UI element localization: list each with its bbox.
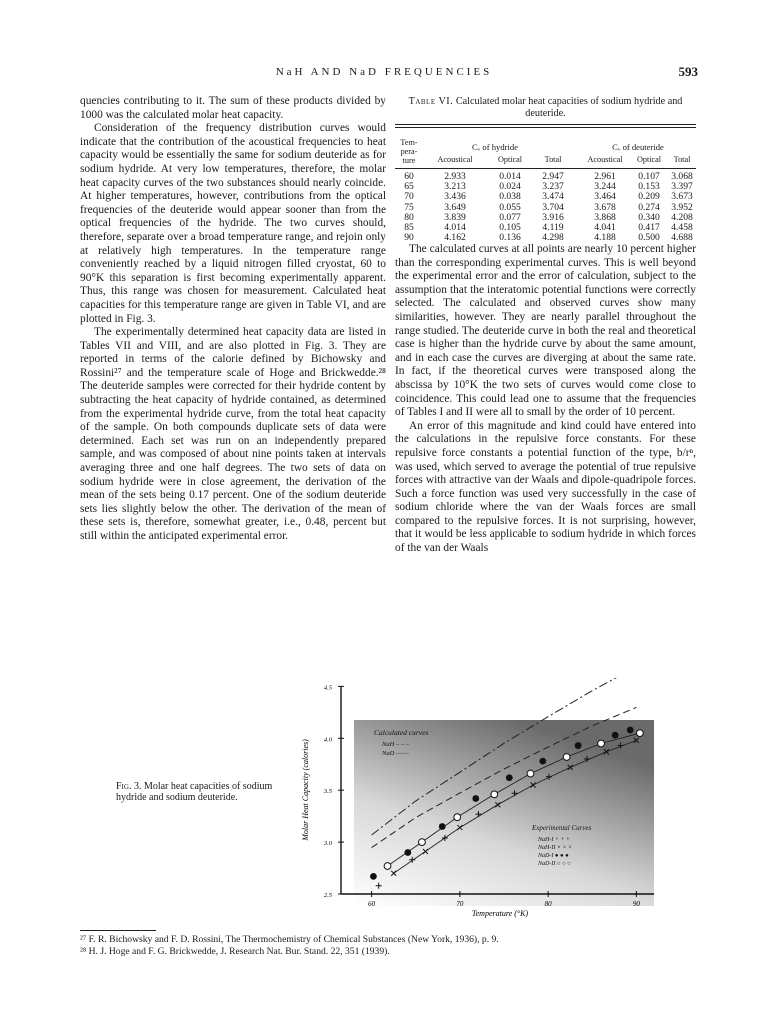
table-cell: 0.500 bbox=[638, 232, 660, 244]
table-cell: 3.397 bbox=[671, 181, 693, 193]
table-cell: 3.678 bbox=[594, 201, 616, 213]
table-cell: 4.298 bbox=[542, 232, 564, 244]
data-point-nad-i bbox=[439, 823, 446, 830]
y-axis-label: Molar Heat Capacity (calories) bbox=[301, 739, 310, 841]
table-row bbox=[395, 171, 696, 181]
legend-calc-nah: NaH – – – bbox=[382, 741, 409, 748]
data-point-nad-i bbox=[575, 742, 582, 749]
table-cell: 4.014 bbox=[444, 221, 466, 233]
table-label: Table VI. bbox=[408, 96, 454, 107]
table-header bbox=[395, 138, 696, 168]
table-cell: 85 bbox=[404, 221, 414, 233]
data-point-nad-ii bbox=[419, 839, 426, 846]
table-cell: 3.068 bbox=[671, 171, 693, 182]
x-tick-label: 90 bbox=[632, 900, 640, 908]
y-tick-label: 4.0 bbox=[323, 736, 332, 744]
col-header: Total bbox=[673, 155, 691, 164]
paragraph: The experimentally determined heat capacity data are listed in Tables VII and VIII, and are also plotted in Fig. 3. They are reported in terms of the calorie defined by Bichowsky and Rossini²⁷ and the temperature scale of Hoge and Brickwedde.²⁸ The deuteride samples were corrected for their hydride content by subtracting the heat capacity of hydride contained, as determined from the experimental hydride curve, from the total heat capacity of the sample. On both compounds duplicate sets of data were determined. Each set was run on an independently prepared sample, and was composed of about nine points taken at intervals averaging three and one half degrees. The two sets of data on sodium hydride were in close agreement, the derivation of the mean of the sets being 0.17 percent. One of the sodium deuteride sets lies slightly below the other. The derivation of the mean of these sets is, therefore, somewhat greater, i.e., 0.48, percent but still within the anticipated experimental error. bbox=[80, 326, 386, 542]
legend-exp-title: Experimental Curves bbox=[532, 824, 592, 832]
table-cell: 0.077 bbox=[499, 211, 521, 223]
table-cell: 0.055 bbox=[499, 201, 521, 213]
table-cell: 75 bbox=[404, 201, 414, 213]
left-column bbox=[80, 95, 386, 544]
data-point-nad-ii bbox=[491, 791, 498, 798]
footnote-27: ²⁷ F. R. Bichowsky and F. D. Rossini, The Thermochemistry of Chemical Substances (New York, 1936), p. 9. bbox=[80, 934, 499, 945]
table-cell: 3.436 bbox=[444, 191, 466, 203]
table-cell: 3.464 bbox=[594, 191, 616, 203]
data-point-nad-i bbox=[506, 774, 513, 781]
data-point-nad-ii bbox=[598, 740, 605, 747]
data-point-nad-ii bbox=[384, 863, 391, 870]
x-tick-label: 60 bbox=[368, 900, 376, 908]
data-point-nad-i bbox=[472, 795, 479, 802]
footnote-rule bbox=[80, 930, 156, 931]
table-cell: 60 bbox=[404, 171, 414, 182]
legend-exp-item: NaD-II ○ ○ ○ bbox=[538, 861, 571, 867]
table-cell: 70 bbox=[404, 191, 414, 203]
table-top-rule bbox=[395, 124, 696, 128]
y-tick-label: 4.5 bbox=[323, 684, 332, 692]
table-cell: 0.274 bbox=[638, 201, 660, 213]
data-point-nad-i bbox=[627, 727, 634, 734]
data-point-nad-i bbox=[404, 849, 411, 856]
right-column bbox=[395, 243, 696, 556]
footnote-28: ²⁸ H. J. Hoge and F. G. Brickwedde, J. Research Nat. Bur. Stand. 22, 351 (1939). bbox=[80, 945, 390, 957]
footnotes bbox=[80, 930, 700, 957]
table-cell: 0.136 bbox=[499, 232, 521, 244]
y-tick-label: 2.5 bbox=[323, 892, 332, 899]
table-cell: 90 bbox=[404, 232, 414, 244]
table-cell: 3.237 bbox=[542, 181, 564, 193]
data-point-nad-i bbox=[612, 732, 619, 739]
table-cell: 0.107 bbox=[638, 171, 660, 182]
legend-exp-item: NaH-I + + + bbox=[538, 837, 570, 843]
table-cell: 0.014 bbox=[499, 171, 521, 182]
figure-caption bbox=[116, 781, 294, 804]
table-cell: 65 bbox=[404, 181, 414, 193]
table-cell: 4.162 bbox=[444, 232, 466, 244]
table-cell: 3.213 bbox=[444, 181, 466, 193]
table-cell: 3.916 bbox=[542, 211, 564, 223]
table-cell: 3.952 bbox=[671, 201, 693, 213]
col-header: Total bbox=[544, 155, 562, 164]
data-point-nad-ii bbox=[454, 814, 461, 821]
x-axis-label: Temperature (°K) bbox=[471, 909, 529, 918]
table-cell: 4.208 bbox=[671, 211, 693, 223]
x-tick-label: 70 bbox=[456, 900, 464, 908]
table-caption-text: Calculated molar heat capacities of sodium hydride and deuteride. bbox=[455, 96, 683, 119]
table-cell: 4.188 bbox=[594, 232, 616, 244]
table-cell: 0.340 bbox=[638, 211, 660, 223]
table-cell: 4.119 bbox=[542, 221, 564, 233]
legend-exp-item: NaD-I ● ● ● bbox=[538, 853, 569, 859]
page-number: 593 bbox=[678, 64, 698, 79]
table-cell: 3.839 bbox=[444, 211, 466, 223]
y-tick-label: 3.5 bbox=[323, 788, 332, 796]
table-cell: 0.024 bbox=[499, 181, 521, 193]
table-cell: 3.474 bbox=[542, 191, 564, 203]
deuteride-group-header: Cᵥ of deuteride bbox=[612, 142, 664, 152]
table-row bbox=[395, 202, 696, 212]
hydride-group-header: Cᵥ of hydride bbox=[472, 142, 518, 152]
table-vi bbox=[395, 124, 696, 242]
table-cell: 4.041 bbox=[594, 221, 616, 233]
legend-exp-item: NaH-II × × × bbox=[538, 845, 572, 851]
running-head bbox=[0, 66, 768, 82]
table-row bbox=[395, 191, 696, 201]
col-header: Optical bbox=[497, 155, 523, 164]
table-cell: 0.153 bbox=[638, 181, 660, 193]
table-body bbox=[395, 169, 696, 242]
table-cell: 3.868 bbox=[594, 211, 616, 223]
table-cell: 2.961 bbox=[594, 171, 616, 182]
table-cell: 2.933 bbox=[444, 171, 466, 182]
figure-caption-text: Molar heat capacities of sodium hydride and sodium deuteride. bbox=[116, 781, 273, 804]
table-caption bbox=[395, 96, 696, 120]
col-header: Acoustical bbox=[587, 155, 623, 164]
running-head-text: NaH AND NaD FREQUENCIES bbox=[275, 66, 493, 78]
table-cell: 0.417 bbox=[638, 221, 660, 233]
data-point-nad-i bbox=[370, 873, 377, 880]
col-header: Optical bbox=[636, 155, 662, 164]
legend-calc-title: Calculated curves bbox=[374, 728, 429, 737]
data-point-nad-i bbox=[539, 758, 546, 765]
paragraph: An error of this magnitude and kind could have entered into the calculations in the repulsive force constants. For these repulsive force constants a potential function of the type, b/rⁿ, was used, which served to average the potential of true repulsive forces with attractive van der Waals and dipole-quadripole forces. Such a force function was used very successfully in the case of sodium chloride where the van der Waals forces are small compared to the repulsive forces. It is not surprising, however, that it would be less applicable to sodium hydride in which forces of the van der Waals bbox=[395, 419, 696, 555]
table-row bbox=[395, 181, 696, 191]
table-row bbox=[395, 212, 696, 222]
table-cell: 0.038 bbox=[499, 191, 521, 203]
table-cell: 3.673 bbox=[671, 191, 693, 203]
x-tick-label: 80 bbox=[544, 900, 552, 908]
table-cell: 0.209 bbox=[638, 191, 660, 203]
figure-label: Fig. 3. bbox=[116, 781, 142, 792]
legend-calc-nad: NaD –·–·– bbox=[382, 750, 409, 757]
temp-header: Tem- pera- ture bbox=[400, 138, 418, 165]
table-cell: 4.688 bbox=[671, 232, 693, 244]
heat-capacity-chart bbox=[296, 678, 688, 926]
table-cell: 0.105 bbox=[499, 221, 521, 233]
table-cell: 4.458 bbox=[671, 221, 693, 233]
table-row bbox=[395, 222, 696, 232]
table-row bbox=[395, 232, 696, 242]
col-header: Acoustical bbox=[437, 155, 473, 164]
table-cell: 3.649 bbox=[444, 201, 466, 213]
data-point-nad-ii bbox=[563, 754, 570, 761]
table-cell: 2.947 bbox=[542, 171, 564, 182]
table-cell: 3.704 bbox=[542, 201, 564, 213]
paragraph: Consideration of the frequency distribution curves would indicate that the contribution of the acoustical frequencies to heat capacity would be essentially the same for sodium deuteride as for sodium hydride. At very low temperatures, therefore, the molar heat capacity curves of the two substances should nearly coincide. At higher temperatures, however, contributions from the optical frequencies of the deuteride would appear sooner than from the optical frequencies of the hydride. The two curves should, therefore, separate over a broad temperature range, and rejoin only at relatively high temperatures. In the temperature range conveniently reached by a liquid nitrogen filled cryostat, 60 to 90°K this separation is first becoming experimentally apparent. Thus, this range was chosen for measurement. Calculated heat capacities for this temperature range are given in Table VI, and are plotted in Fig. 3. bbox=[80, 122, 386, 325]
data-point-nad-ii bbox=[527, 770, 534, 777]
paragraph: quencies contributing to it. The sum of these products divided by 1000 was the calculated molar heat capacity. bbox=[80, 95, 386, 121]
table-cell: 80 bbox=[404, 211, 414, 223]
y-tick-label: 3.0 bbox=[323, 840, 332, 848]
paragraph: The calculated curves at all points are nearly 10 percent higher than the corresponding experimental curves. This is well beyond the experimental error and the error of calculation, subject to the assumption that the interatomic potential functions were correctly selected. The calculated and observed curves show many similarities, however. They are nearly parallel throughout the range studied. The deuteride curve in both the real and theoretical case is higher than the hydride curve by about the same amount, and in each case the curves are diverging at about the same rate. In fact, if the theoretical curves were transposed along the abscissa by 10°K the two sets of curves would come close to coincidence. This could lead one to assume that the frequencies of Tables I and II were all to small by the order of 10 percent. bbox=[395, 243, 696, 419]
table-cell: 3.244 bbox=[594, 181, 616, 193]
data-point-nad-ii bbox=[636, 730, 643, 737]
